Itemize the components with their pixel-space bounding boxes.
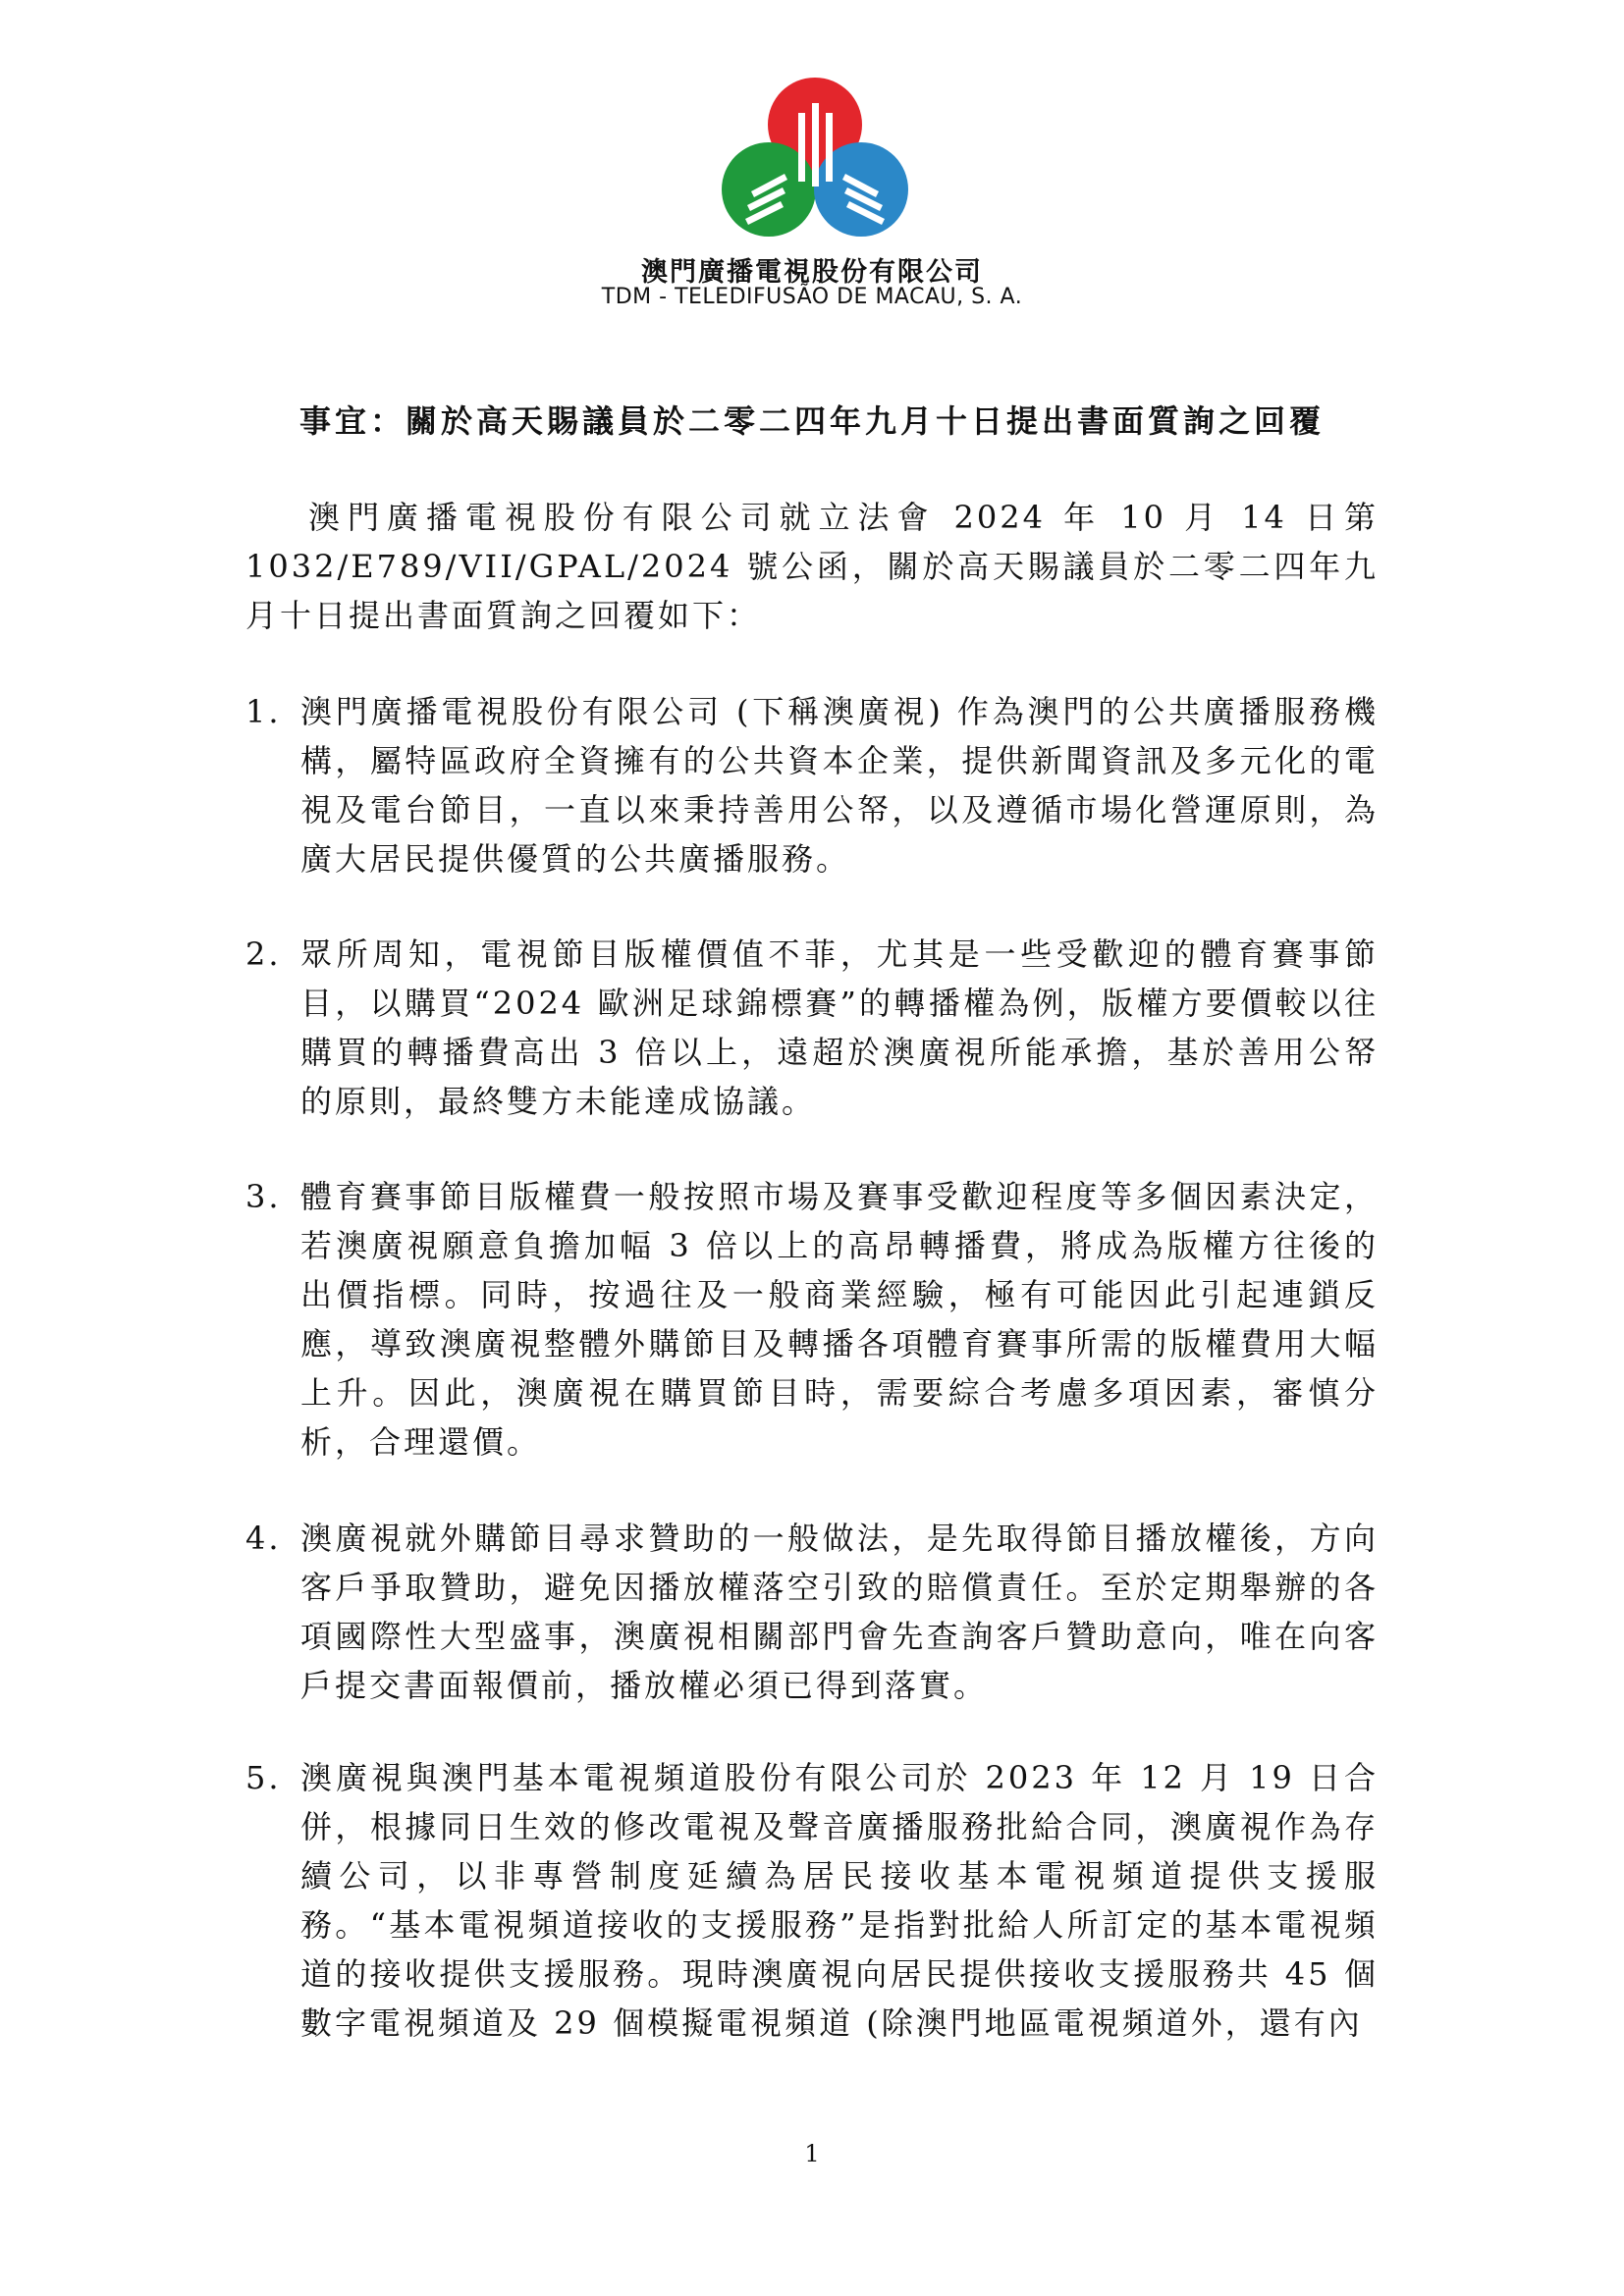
list-item (245, 930, 1379, 1126)
list-item-text: 澳廣視與澳門基本電視頻道股份有限公司於 2023 年 12 月 19 日合併，根據同日生效的修改電視及聲音廣播服務批給合同，澳廣視作為存續公司，以非專營制度延續為居民接收基本電視頻道提供支援服務。“基本電視頻道接收的支援服務”是指對批給人所訂定的基本電視頻道的接收提供支援服務。現時澳廣視向居民提供接收支援服務共 45 個數字電視頻道及 29 個模擬電視頻道 (除澳門地區電視頻道外，還有內 (300, 1759, 1379, 2042)
list-item (245, 1514, 1379, 1710)
page-number: 1 (804, 2140, 820, 2167)
document-subject: 事宜：關於高天賜議員於二零二四年九月十日提出書面質詢之回覆 (298, 402, 1325, 440)
org-name-chinese: 澳門廣播電視股份有限公司 (641, 257, 983, 288)
list-item-text: 澳廣視就外購節目尋求贊助的一般做法，是先取得節目播放權後，方向客戶爭取贊助，避免因播放權落空引致的賠償責任。至於定期舉辦的各項國際性大型盛事，澳廣視相關部門會先查詢客戶贊助意向，唯在向客戶提交書面報價前，播放權必須已得到落實。 (300, 1520, 1379, 1704)
org-name-portuguese: TDM - TELEDIFUSÃO DE MACAU, S. A. (601, 285, 1023, 309)
tdm-logo (722, 74, 908, 240)
list-item-text: 澳門廣播電視股份有限公司 (下稱澳廣視) 作為澳門的公共廣播服務機構，屬特區政府全資擁有的公共資本企業，提供新聞資訊及多元化的電視及電台節目，一直以來秉持善用公帑，以及遵循市場化營運原則，為廣大居民提供優質的公共廣播服務。 (300, 693, 1379, 878)
list-item-number: 3. (245, 1178, 282, 1215)
list-item-number: 5. (245, 1759, 282, 1796)
list-item-number: 4. (245, 1520, 282, 1557)
intro-paragraph: 澳門廣播電視股份有限公司就立法會 2024 年 10 月 14 日第 1032/E789/VII/GPAL/2024 號公函，關於高天賜議員於二零二四年九月十日提出書面質詢之回覆如下： (245, 499, 1379, 634)
list-item (245, 687, 1379, 883)
list-item-text: 眾所周知，電視節目版權價值不菲，尤其是一些受歡迎的體育賽事節目，以購買“2024 歐洲足球錦標賽”的轉播權為例，版權方要價較以往購買的轉播費高出 3 倍以上，遠超於澳廣視所能承擔，基於善用公帑的原則，最終雙方未能達成協議。 (300, 935, 1379, 1120)
list-item-number: 1. (245, 693, 282, 730)
list-item-number: 2. (245, 935, 282, 973)
list-item-text: 體育賽事節目版權費一般按照市場及賽事受歡迎程度等多個因素決定，若澳廣視願意負擔加幅 3 倍以上的高昂轉播費，將成為版權方往後的出價指標。同時，按過往及一般商業經驗，極有可能因此引起連鎖反應，導致澳廣視整體外購節目及轉播各項體育賽事所需的版權費用大幅上升。因此，澳廣視在購買節目時，需要綜合考慮多項因素，審慎分析，合理還價。 (300, 1178, 1379, 1461)
list-item (245, 1753, 1379, 2048)
list-item (245, 1172, 1379, 1467)
